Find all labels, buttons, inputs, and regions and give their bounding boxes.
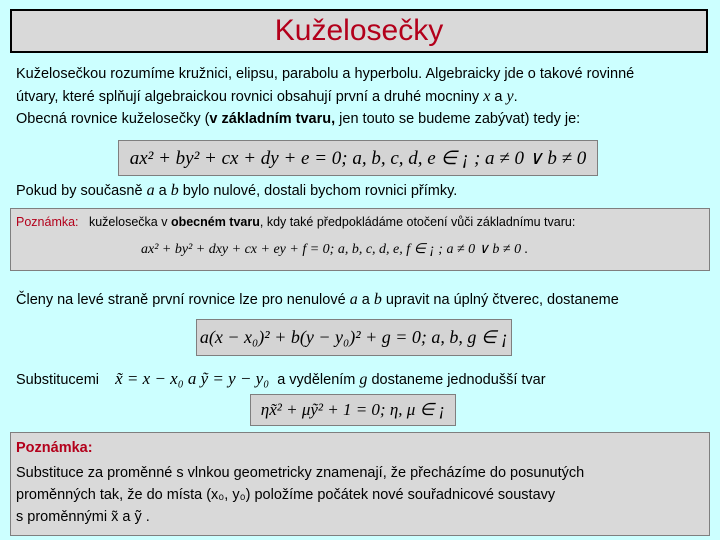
intro-line-2-end: .	[513, 89, 518, 105]
complete-square-post: upravit na úplný čtverec, dostaneme	[385, 292, 619, 308]
note2-head: Poznámka:	[16, 440, 93, 456]
degenerate-pre: Pokud by současně	[16, 183, 143, 199]
page-title: Kuželosečky	[274, 14, 444, 47]
degenerate-a: a	[146, 182, 155, 199]
substitution-line	[16, 369, 546, 389]
intro-line-3	[16, 111, 580, 127]
var-x: x	[483, 88, 491, 105]
degenerate-b: b	[170, 182, 179, 199]
note1-text-bold: obecném tvaru	[170, 215, 260, 229]
note2-line-1: Substituce za proměnné s vlnkou geometricky znamenají, že přecházíme do posunutých	[16, 465, 585, 481]
degenerate-mid: a	[158, 183, 167, 199]
complete-square-pre: Členy na levé straně první rovnice lze pro nenulové	[16, 292, 346, 308]
intro-line-3-bold: v základním tvaru,	[209, 111, 336, 127]
intro-line-1: Kuželosečkou rozumíme kružnici, elipsu, parabolu a hyperbolu. Algebraicky jde o takové rovinné	[16, 66, 635, 82]
note1-line	[16, 215, 575, 229]
note-general-form	[10, 208, 710, 271]
complete-square-line	[16, 291, 619, 309]
intro-line-3-post: jen touto se budeme zabývat) tedy je:	[335, 111, 581, 127]
degenerate-post: bylo nulové, dostali bychom rovnici přímky.	[182, 183, 458, 199]
substitution-post: dostaneme jednodušší tvar	[371, 372, 546, 388]
var-y: y	[506, 88, 514, 105]
substitution-label: Substitucemi	[16, 372, 100, 388]
note1-text-pre: kuželosečka v	[88, 215, 168, 229]
substitution-g: g	[359, 371, 368, 388]
intro-line-3-pre: Obecná rovnice kuželosečky (	[16, 111, 210, 127]
note2-line-2: proměnných tak, že do místa (x₀, y₀) položíme počátek nové souřadnicové soustavy	[16, 487, 556, 503]
note1-formula: ax² + by² + dxy + cx + ey + f = 0; a, b, c, d, e, f ∈ ¡ ; a ≠ 0 ∨ b ≠ 0 .	[141, 242, 529, 257]
complete-square-b: b	[373, 291, 382, 308]
formula-square: a(x − x₀)² + b(y − y₀)² + g = 0; a, b, g ∈ ¡	[196, 319, 512, 356]
note1-text-post: , kdy také předpokládáme otočení vůči základnímu tvaru:	[259, 215, 576, 229]
complete-square-a: a	[349, 291, 358, 308]
degenerate-line	[16, 182, 457, 200]
note-substitution	[10, 432, 710, 536]
complete-square-mid: a	[361, 292, 370, 308]
title-box	[10, 9, 708, 53]
substitution-post-pre: a vydělením	[277, 372, 356, 388]
note1-label: Poznámka:	[16, 215, 79, 229]
intro-line-2-text: útvary, které splňují algebraickou rovnici obsahují první a druhé mocniny	[16, 89, 480, 105]
formula-simple: ηx̃² + μỹ² + 1 = 0; η, μ ∈ ¡	[250, 394, 456, 426]
intro-line-2	[16, 88, 518, 106]
note2-line-3: s proměnnými x̃ a ỹ .	[16, 509, 150, 525]
formula-main: ax² + by² + cx + dy + e = 0; a, b, c, d, e ∈ ¡ ; a ≠ 0 ∨ b ≠ 0	[118, 140, 598, 176]
conj-a: a	[494, 89, 503, 105]
substitution-formula: x̃ = x − x₀ a ỹ = y − y₀	[115, 369, 270, 388]
